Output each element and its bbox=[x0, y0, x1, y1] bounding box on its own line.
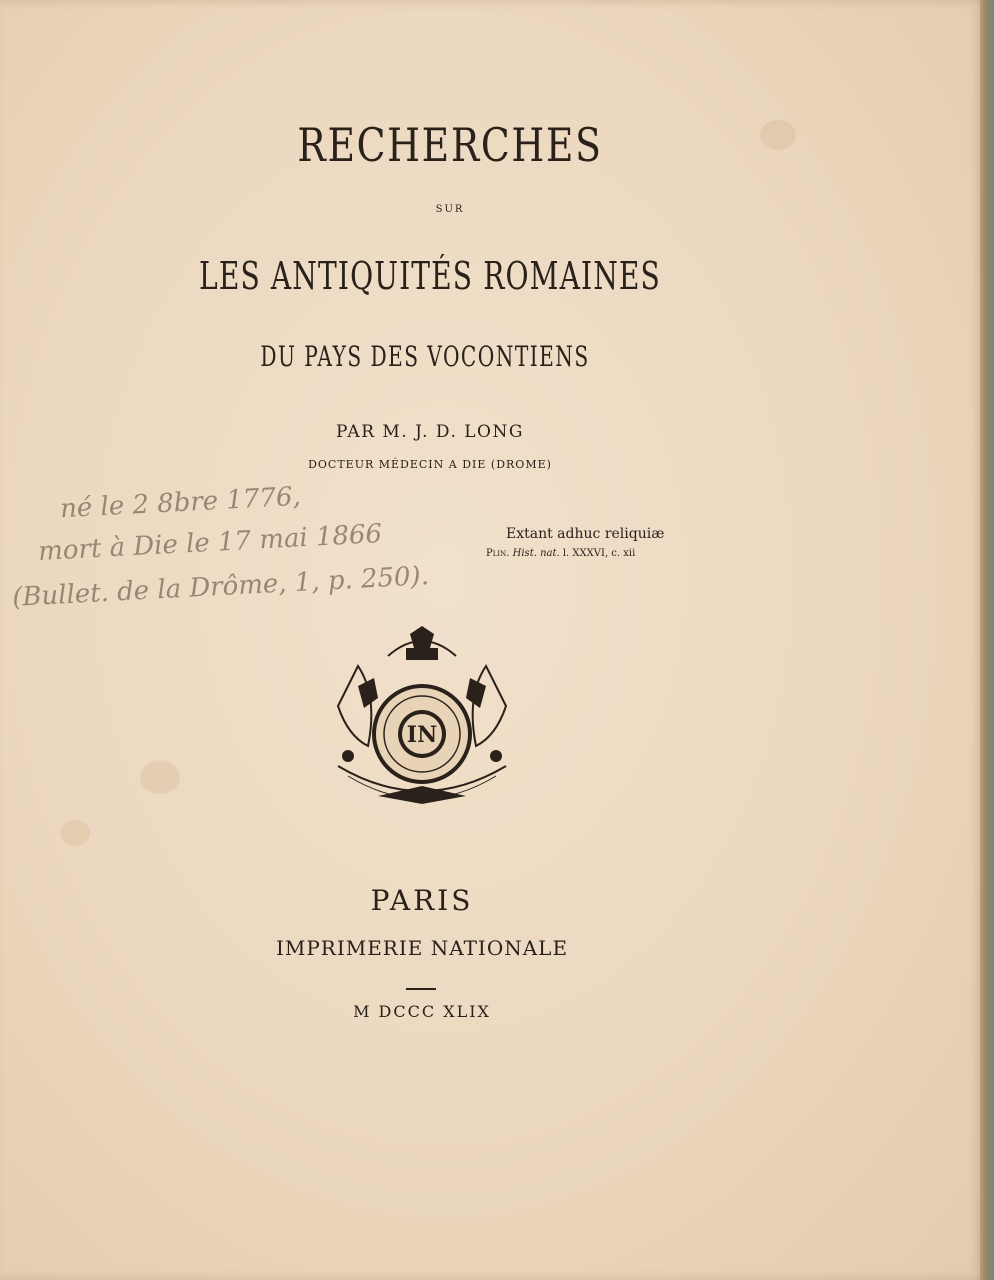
title-connector: SUR bbox=[435, 204, 465, 215]
epigraph-source-ref: l. XXXVI, c. xii bbox=[562, 548, 636, 559]
subtitle-line-2: DU PAYS DES VOCONTIENS bbox=[260, 340, 590, 373]
handwritten-note-line-1: né le 2 8bre 1776, bbox=[59, 481, 302, 525]
book-cover-edge bbox=[980, 0, 994, 1280]
epigraph-source bbox=[486, 548, 635, 559]
epigraph-source-prefix: Plin. bbox=[486, 548, 510, 559]
author-profession: DOCTEUR MÉDECIN A DIE (DROME) bbox=[308, 458, 552, 471]
imprint-city: PARIS bbox=[370, 884, 474, 917]
foxing-spot bbox=[60, 820, 90, 846]
foxing-spot bbox=[140, 760, 180, 794]
imprint-printer: IMPRIMERIE NATIONALE bbox=[275, 936, 569, 960]
imprint-divider bbox=[406, 988, 436, 990]
imprimerie-nationale-emblem-icon bbox=[318, 626, 526, 804]
emblem-monogram: IN bbox=[406, 722, 438, 748]
handwritten-note-line-3: (Bullet. de la Drôme, 1, p. 250). bbox=[11, 561, 430, 613]
subtitle-line-1: LES ANTIQUITÉS ROMAINES bbox=[199, 254, 661, 298]
book-title: RECHERCHES bbox=[297, 118, 603, 172]
epigraph-source-work: Hist. nat. bbox=[512, 548, 560, 559]
author-line: PAR M. J. D. LONG bbox=[336, 422, 524, 442]
handwritten-note-line-2: mort à Die le 17 mai 1866 bbox=[37, 519, 383, 567]
imprint-date: M DCCC XLIX bbox=[353, 1002, 491, 1021]
epigraph-quote: Extant adhuc reliquiæ bbox=[506, 526, 665, 542]
